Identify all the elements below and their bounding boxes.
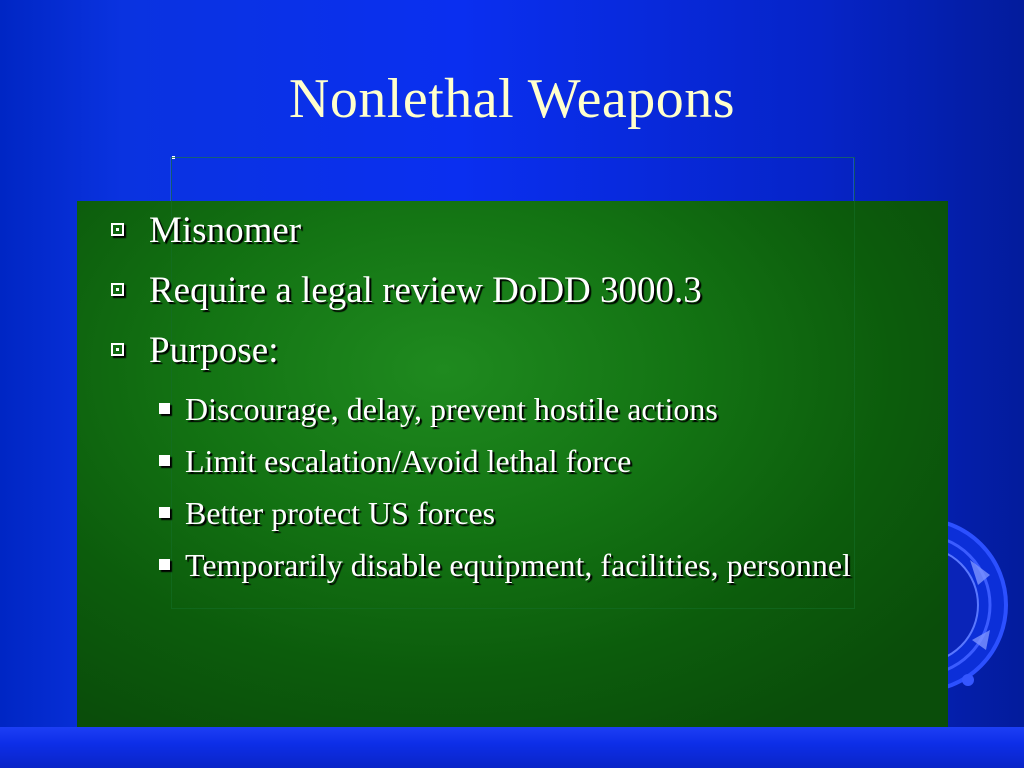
sub-bullet-text: Better protect US forces: [185, 495, 496, 531]
filled-square-bullet-icon: [159, 559, 170, 570]
sub-bullet-item: [157, 545, 917, 585]
sub-bullet-text: Limit escalation/Avoid lethal force: [185, 443, 632, 479]
content-panel: [77, 201, 948, 727]
bullet-list: [107, 209, 927, 389]
filled-square-bullet-icon: [159, 403, 170, 414]
slide-title: Nonlethal Weapons: [288, 68, 736, 130]
filled-square-bullet-icon: [159, 455, 170, 466]
sub-bullet-text: Discourage, delay, prevent hostile actions: [185, 391, 718, 427]
sub-bullet-list: [157, 389, 917, 597]
bullet-text: Misnomer: [149, 210, 302, 251]
sub-bullet-item: [157, 441, 917, 481]
bullet-text: Purpose:: [149, 330, 279, 371]
hollow-square-bullet-icon: [111, 283, 124, 296]
sub-bullet-text: Temporarily disable equipment, facilities, personnel: [185, 547, 851, 583]
bullet-item: [107, 329, 927, 373]
filled-square-bullet-icon: [159, 507, 170, 518]
bullet-item: [107, 209, 927, 253]
bottom-band: [0, 727, 1024, 768]
hollow-square-bullet-icon: [111, 343, 124, 356]
bullet-item: [107, 269, 927, 313]
sub-bullet-item: [157, 389, 917, 429]
sub-bullet-item: [157, 493, 917, 533]
bullet-text: Require a legal review DoDD 3000.3: [149, 270, 702, 311]
hollow-square-bullet-icon: [111, 223, 124, 236]
